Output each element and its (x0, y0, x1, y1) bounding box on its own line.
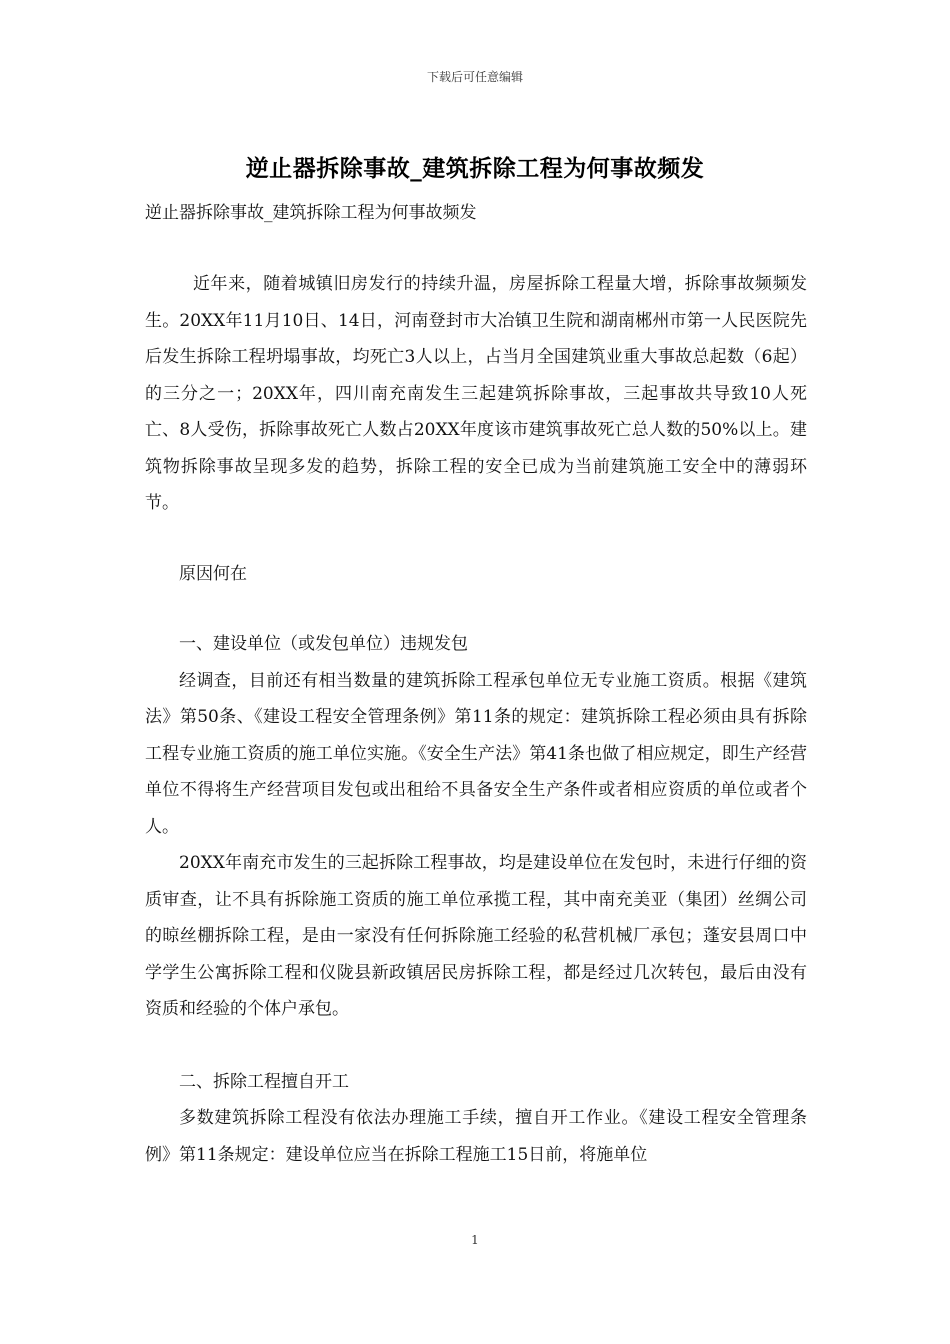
section-2-paragraph-1: 多数建筑拆除工程没有依法办理施工手续，擅自开工作业。《建设工程安全管理条例》第11条规定：建设单位应当在拆除工程施工15日前，将施单位 (145, 1108, 807, 1165)
spacer (145, 592, 807, 626)
section-heading-2: 二、拆除工程擅自开工 (179, 1071, 349, 1092)
section-heading-reasons: 原因何在 (179, 563, 247, 584)
document-body (145, 266, 807, 1173)
page-number: 1 (471, 1233, 479, 1247)
intro-paragraph: 近年来，随着城镇旧房发行的持续升温，房屋拆除工程量大增，拆除事故频频发生。20XX年11月10日、14日，河南登封市大冶镇卫生院和湖南郴州市第一人民医院先后发生拆除工程坍塌事故，均死亡3人以上，占当月全国建筑业重大事故总起数（6起）的三分之一；20XX年，四川南充南发生三起建筑拆除事故，三起事故共导致10人死亡、8人受伤，拆除事故死亡人数占20XX年度该市建筑事故死亡总人数的50%以上。建筑物拆除事故呈现多发的趋势，拆除工程的安全已成为当前建筑施工安全中的薄弱环节。 (145, 274, 807, 513)
spacer (145, 522, 807, 556)
section-1-paragraph-1: 经调查，目前还有相当数量的建筑拆除工程承包单位无专业施工资质。根据《建筑法》第50条、《建设工程安全管理条例》第11条的规定：建筑拆除工程必须由具有拆除工程专业施工资质的施工单位实施。《安全生产法》第41条也做了相应规定，即生产经营单位不得将生产经营项目发包或出租给不具备安全生产条件或者相应资质的单位或者个人。 (145, 670, 807, 837)
spacer (145, 1028, 807, 1064)
document-title: 逆止器拆除事故_建筑拆除工程为何事故频发 (245, 156, 705, 182)
document-subtitle: 逆止器拆除事故_建筑拆除工程为何事故频发 (145, 203, 477, 223)
page-header: 下载后可任意编辑 (426, 70, 523, 84)
section-heading-1: 一、建设单位（或发包单位）违规发包 (179, 634, 468, 654)
section-1-paragraph-2: 20XX年南充市发生的三起拆除工程事故，均是建设单位在发包时，未进行仔细的资质审查，让不具有拆除施工资质的施工单位承揽工程，其中南充美亚（集团）丝绸公司的晾丝棚拆除工程，是由一家没有任何拆除施工经验的私营机械厂承包；蓬安县周口中学学生公寓拆除工程和仪陇县新政镇居民房拆除工程，都是经过几次转包，最后由没有资质和经验的个体户承包。 (145, 853, 807, 1019)
